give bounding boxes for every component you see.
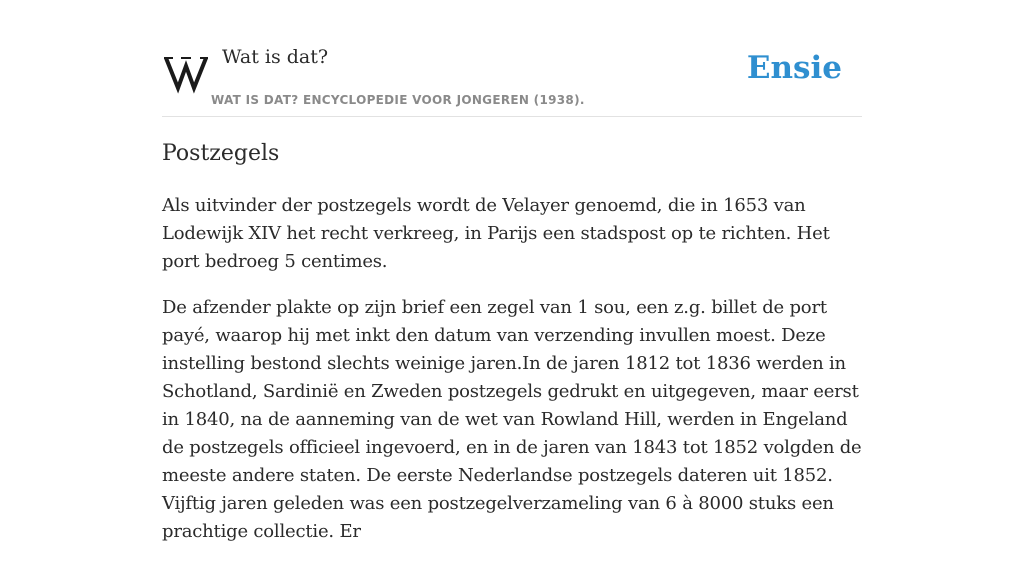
article-paragraph: Als uitvinder der postzegels wordt de Velayer genoemd, die in 1653 van Lodewijk XIV het recht verkreeg, in Parijs een stadspost op te richten. Het port bedroeg 5 centimes. [162, 195, 830, 272]
article-title: Postzegels [162, 141, 280, 166]
article-paragraph: De afzender plakte op zijn brief een zegel van 1 sou, een z.g. billet de port payé, waarop hij met inkt den datum van verzending invullen moest. Deze instelling bestond slechts weinige jaren.In de jaren 1812 tot 1836 werden in Schotland, Sardinië en Zweden postzegels gedrukt en uitgegeven, maar eerst in 1840, na de aanneming van de wet van Rowland Hill, werden in Engeland de postzegels officieel ingevoerd, en in de jaren van 1843 tot 1852 volgden de meeste andere staten. De eerste Nederlandse postzegels dateren uit 1852. Vijftig jaren geleden was een postzegelverzameling van 6 à 8000 stuks een prachtige collectie. Er [162, 297, 862, 542]
wikipedia-w-icon[interactable] [164, 52, 208, 92]
article-body [162, 192, 862, 564]
book-title[interactable]: Wat is dat? [222, 46, 329, 68]
book-subtitle[interactable]: WAT IS DAT? ENCYCLOPEDIE VOOR JONGEREN (1938). [211, 93, 585, 107]
ensie-logo-link[interactable]: Ensie [746, 50, 842, 86]
header [162, 40, 862, 117]
